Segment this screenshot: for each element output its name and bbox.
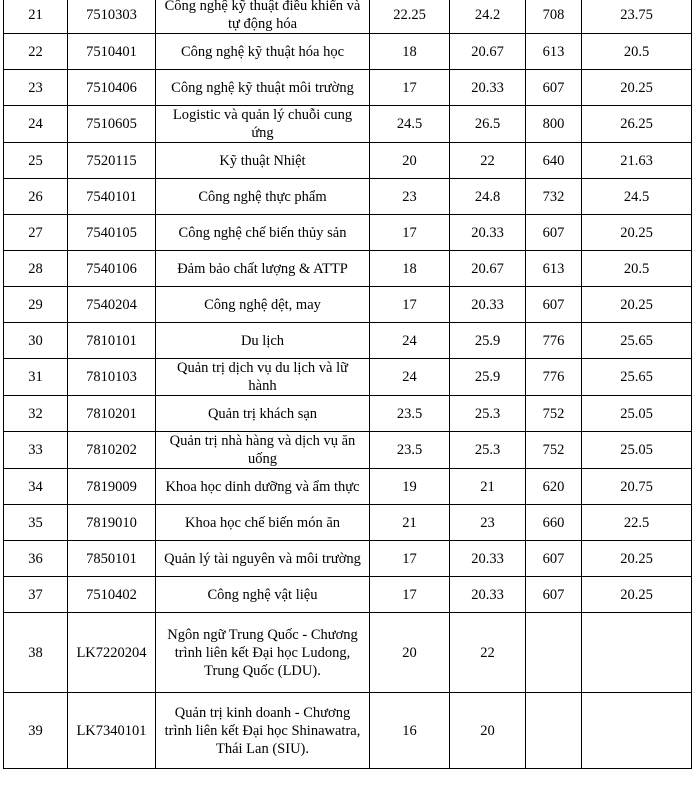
score-col-3: 607 bbox=[526, 215, 582, 251]
major-code: 7510401 bbox=[68, 34, 156, 70]
score-col-4: 22.5 bbox=[582, 505, 692, 541]
score-col-1: 23.5 bbox=[370, 432, 450, 469]
score-col-2: 23 bbox=[450, 505, 526, 541]
table-row bbox=[4, 432, 692, 469]
major-code: 7810103 bbox=[68, 359, 156, 396]
table-row bbox=[4, 469, 692, 505]
row-index: 38 bbox=[4, 613, 68, 693]
score-col-4: 20.25 bbox=[582, 215, 692, 251]
score-col-4: 20.75 bbox=[582, 469, 692, 505]
major-name: Khoa học dinh dưỡng và ẩm thực bbox=[156, 469, 370, 505]
score-col-2: 24.2 bbox=[450, 0, 526, 34]
score-col-4: 25.65 bbox=[582, 359, 692, 396]
major-name: Công nghệ chế biến thủy sản bbox=[156, 215, 370, 251]
major-code: 7540106 bbox=[68, 251, 156, 287]
table-row bbox=[4, 541, 692, 577]
table-row bbox=[4, 179, 692, 215]
score-col-3: 607 bbox=[526, 70, 582, 106]
score-col-2: 20.67 bbox=[450, 34, 526, 70]
major-name: Quản trị khách sạn bbox=[156, 396, 370, 432]
row-index: 30 bbox=[4, 323, 68, 359]
row-index: 39 bbox=[4, 693, 68, 769]
score-col-1: 20 bbox=[370, 613, 450, 693]
row-index: 26 bbox=[4, 179, 68, 215]
score-col-2: 20.33 bbox=[450, 70, 526, 106]
admission-scores-table bbox=[3, 0, 692, 769]
score-col-3: 752 bbox=[526, 396, 582, 432]
score-col-4: 26.25 bbox=[582, 106, 692, 143]
score-col-2: 25.3 bbox=[450, 432, 526, 469]
table-row bbox=[4, 215, 692, 251]
row-index: 31 bbox=[4, 359, 68, 396]
score-col-2: 25.9 bbox=[450, 359, 526, 396]
score-col-4: 25.05 bbox=[582, 396, 692, 432]
score-col-2: 20.33 bbox=[450, 541, 526, 577]
score-col-4: 21.63 bbox=[582, 143, 692, 179]
row-index: 25 bbox=[4, 143, 68, 179]
major-code: 7810201 bbox=[68, 396, 156, 432]
major-name: Quản lý tài nguyên và môi trường bbox=[156, 541, 370, 577]
score-col-2: 25.3 bbox=[450, 396, 526, 432]
major-name: Du lịch bbox=[156, 323, 370, 359]
major-name: Công nghệ kỹ thuật hóa học bbox=[156, 34, 370, 70]
row-index: 36 bbox=[4, 541, 68, 577]
row-index: 29 bbox=[4, 287, 68, 323]
table-row bbox=[4, 396, 692, 432]
table-row bbox=[4, 577, 692, 613]
major-name: Khoa học chế biến món ăn bbox=[156, 505, 370, 541]
score-col-1: 17 bbox=[370, 577, 450, 613]
major-code: 7510605 bbox=[68, 106, 156, 143]
score-col-3: 607 bbox=[526, 541, 582, 577]
major-code: LK7340101 bbox=[68, 693, 156, 769]
score-col-1: 24.5 bbox=[370, 106, 450, 143]
table-row bbox=[4, 106, 692, 143]
major-code: 7510406 bbox=[68, 70, 156, 106]
major-code: 7810101 bbox=[68, 323, 156, 359]
score-col-3: 752 bbox=[526, 432, 582, 469]
row-index: 23 bbox=[4, 70, 68, 106]
row-index: 24 bbox=[4, 106, 68, 143]
score-col-1: 18 bbox=[370, 251, 450, 287]
score-col-4: 20.5 bbox=[582, 251, 692, 287]
major-code: 7510402 bbox=[68, 577, 156, 613]
score-col-2: 20 bbox=[450, 693, 526, 769]
score-col-2: 20.33 bbox=[450, 215, 526, 251]
row-index: 33 bbox=[4, 432, 68, 469]
score-col-2: 26.5 bbox=[450, 106, 526, 143]
score-col-3: 613 bbox=[526, 34, 582, 70]
score-col-4: 24.5 bbox=[582, 179, 692, 215]
score-col-3: 708 bbox=[526, 0, 582, 34]
score-col-4 bbox=[582, 613, 692, 693]
table-row bbox=[4, 34, 692, 70]
score-col-1: 23.5 bbox=[370, 396, 450, 432]
major-name: Công nghệ dệt, may bbox=[156, 287, 370, 323]
major-code: LK7220204 bbox=[68, 613, 156, 693]
row-index: 32 bbox=[4, 396, 68, 432]
major-name: Ngôn ngữ Trung Quốc - Chương trình liên kết Đại học Ludong, Trung Quốc (LDU). bbox=[156, 613, 370, 693]
row-index: 35 bbox=[4, 505, 68, 541]
score-col-1: 18 bbox=[370, 34, 450, 70]
score-col-4 bbox=[582, 693, 692, 769]
score-col-1: 24 bbox=[370, 323, 450, 359]
major-code: 7819009 bbox=[68, 469, 156, 505]
major-name: Công nghệ kỹ thuật điều khiển và tự động hóa bbox=[156, 0, 370, 34]
major-name: Kỹ thuật Nhiệt bbox=[156, 143, 370, 179]
score-col-2: 25.9 bbox=[450, 323, 526, 359]
score-col-1: 17 bbox=[370, 70, 450, 106]
major-code: 7540204 bbox=[68, 287, 156, 323]
row-index: 22 bbox=[4, 34, 68, 70]
score-col-4: 25.05 bbox=[582, 432, 692, 469]
score-col-4: 20.5 bbox=[582, 34, 692, 70]
score-col-1: 19 bbox=[370, 469, 450, 505]
score-col-3: 776 bbox=[526, 359, 582, 396]
score-col-3: 776 bbox=[526, 323, 582, 359]
score-col-1: 23 bbox=[370, 179, 450, 215]
score-col-4: 20.25 bbox=[582, 577, 692, 613]
score-col-2: 20.33 bbox=[450, 287, 526, 323]
score-col-1: 20 bbox=[370, 143, 450, 179]
major-name: Logistic và quản lý chuỗi cung ứng bbox=[156, 106, 370, 143]
major-code: 7540101 bbox=[68, 179, 156, 215]
row-index: 34 bbox=[4, 469, 68, 505]
major-code: 7520115 bbox=[68, 143, 156, 179]
score-col-3: 732 bbox=[526, 179, 582, 215]
score-col-4: 23.75 bbox=[582, 0, 692, 34]
major-code: 7850101 bbox=[68, 541, 156, 577]
score-col-4: 20.25 bbox=[582, 70, 692, 106]
score-col-2: 20.67 bbox=[450, 251, 526, 287]
major-name: Quản trị kinh doanh - Chương trình liên kết Đại học Shinawatra, Thái Lan (SIU). bbox=[156, 693, 370, 769]
table-row bbox=[4, 251, 692, 287]
score-col-1: 21 bbox=[370, 505, 450, 541]
score-col-3: 640 bbox=[526, 143, 582, 179]
table-row bbox=[4, 323, 692, 359]
score-col-2: 22 bbox=[450, 613, 526, 693]
score-col-1: 22.25 bbox=[370, 0, 450, 34]
table-row bbox=[4, 143, 692, 179]
table-row bbox=[4, 693, 692, 769]
score-col-3: 607 bbox=[526, 287, 582, 323]
score-col-2: 22 bbox=[450, 143, 526, 179]
score-col-2: 20.33 bbox=[450, 577, 526, 613]
row-index: 37 bbox=[4, 577, 68, 613]
score-col-3: 660 bbox=[526, 505, 582, 541]
score-col-4: 25.65 bbox=[582, 323, 692, 359]
major-name: Đảm bảo chất lượng & ATTP bbox=[156, 251, 370, 287]
table-row bbox=[4, 505, 692, 541]
score-col-1: 16 bbox=[370, 693, 450, 769]
score-col-1: 17 bbox=[370, 287, 450, 323]
table-row bbox=[4, 359, 692, 396]
row-index: 28 bbox=[4, 251, 68, 287]
score-col-3 bbox=[526, 613, 582, 693]
score-col-1: 17 bbox=[370, 215, 450, 251]
table-row bbox=[4, 613, 692, 693]
score-col-1: 17 bbox=[370, 541, 450, 577]
score-col-3: 620 bbox=[526, 469, 582, 505]
major-code: 7540105 bbox=[68, 215, 156, 251]
table-body bbox=[4, 0, 692, 769]
score-col-3: 607 bbox=[526, 577, 582, 613]
row-index: 27 bbox=[4, 215, 68, 251]
major-code: 7819010 bbox=[68, 505, 156, 541]
major-name: Công nghệ thực phẩm bbox=[156, 179, 370, 215]
score-col-4: 20.25 bbox=[582, 541, 692, 577]
score-col-1: 24 bbox=[370, 359, 450, 396]
major-name: Quản trị nhà hàng và dịch vụ ăn uống bbox=[156, 432, 370, 469]
row-index: 21 bbox=[4, 0, 68, 34]
score-col-2: 24.8 bbox=[450, 179, 526, 215]
score-col-3 bbox=[526, 693, 582, 769]
major-name: Quản trị dịch vụ du lịch và lữ hành bbox=[156, 359, 370, 396]
table-row bbox=[4, 287, 692, 323]
score-col-2: 21 bbox=[450, 469, 526, 505]
score-col-3: 613 bbox=[526, 251, 582, 287]
table-row bbox=[4, 70, 692, 106]
score-col-4: 20.25 bbox=[582, 287, 692, 323]
table-row bbox=[4, 0, 692, 34]
major-code: 7810202 bbox=[68, 432, 156, 469]
major-code: 7510303 bbox=[68, 0, 156, 34]
score-col-3: 800 bbox=[526, 106, 582, 143]
major-name: Công nghệ vật liệu bbox=[156, 577, 370, 613]
major-name: Công nghệ kỹ thuật môi trường bbox=[156, 70, 370, 106]
